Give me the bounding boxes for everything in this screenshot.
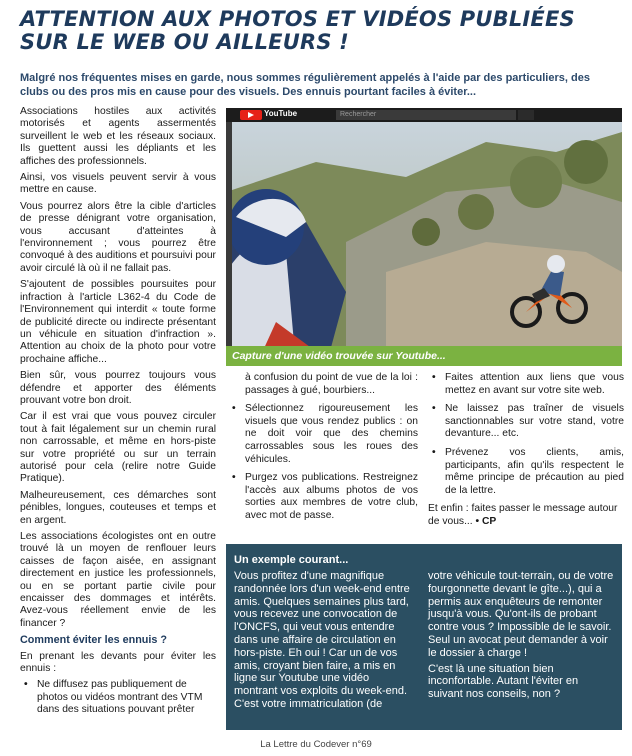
box-title: Un exemple courant... [234, 554, 349, 566]
advice-list [428, 372, 624, 497]
box-left-column [234, 570, 414, 714]
paragraph: Les associations écologistes ont en outre trouvé là un moyen de renflouer leurs caisses de façon aisée, en assignant directement en justice les professionnels, ou en se portant partie civile pour encaisser des dommages et intérêts. Avez-vous réellement envie de les financer ? [20, 531, 216, 629]
article-title: ATTENTION AUX PHOTOS ET VIDÉOS PUBLIÉES SUR LE WEB OU AILLEURS ! [20, 7, 575, 54]
right-column [428, 372, 624, 529]
section-heading: Comment éviter les ennuis ? [20, 634, 167, 647]
paragraph: Malheureusement, ces démarches sont pénibles, longues, couteuses et temps et en argent. [20, 489, 216, 526]
author-signature: • CP [475, 515, 497, 527]
advice-list [20, 679, 216, 716]
youtube-brand: YouTube [264, 109, 298, 118]
paragraph: S'ajoutent de possibles poursuites pour infraction à l'article L362-4 du Code de l'Environnement qui interdit « toute forme de publicité directe ou indirecte présentant un véhicule en situation d'infraction ». Attention au choix de la photo pour votre prochaine affiche... [20, 279, 216, 365]
paragraph: Ainsi, vos visuels peuvent servir à vous mettre en cause. [20, 172, 216, 196]
youtube-header-bar [226, 108, 622, 122]
paragraph: Associations hostiles aux activités motorisés et agents assermentés surveillent le web et les réseaux sociaux. Ils guettent aussi les dépliants et les affiches des professionnels. [20, 106, 216, 167]
box-right-column [428, 570, 614, 704]
search-icon [518, 110, 534, 120]
list-item: • Purgez vos publications. Restreignez l'accès aux albums photos de vos sorties aux membres de votre club, avec mot de passe. [228, 472, 418, 522]
closing-text [428, 503, 624, 528]
motocross-scene [226, 122, 622, 366]
example-box [226, 544, 622, 730]
list-item: • Faites attention aux liens que vous mettez en avant sur votre site web. [428, 372, 624, 397]
box-paragraph: C'est là une situation bien inconfortable. Autant l'éviter en suivant nos conseils, non ? [428, 662, 579, 701]
paragraph: Vous pourrez alors être la cible d'articles de presse dénigrant votre organisation, vous accusant d'atteintes à l'environnement ; vous pourrez être convoqué à des auditions et poursuivi pour avoir circulé là où il ne fallait pas. [20, 200, 216, 274]
search-input: Rechercher [336, 110, 516, 120]
photo-caption: Capture d'une vidéo trouvée sur Youtube... [226, 346, 622, 366]
list-item: • Sélectionnez rigoureusement les visuels que vous rendez publics : on ne doit voir que des chemins carrossables sous les roues des véhicules. [228, 403, 418, 466]
article-lede: Malgré nos fréquentes mises en garde, nous sommes régulièrement appelés à l'aide par des particuliers, des clubs ou des pros mis en cause pour des visuels. Des ennuis pourtant faciles à éviter... [20, 72, 590, 98]
box-paragraph: Vous profitez d'une magnifique randonnée lors d'un week-end entre amis. Quelques semaines plus tard, vous recevez une convocation de l'ONCFS, qui veut vous entendre dans une affaire de circulation en hors-piste. Eh oui ! Car un de vos amis, croyant bien faire, a mis en ligne sur Youtube une vidéo montrant vos exploits du week-end. C'est votre immatriculation (de [234, 570, 410, 710]
box-paragraph: votre véhicule tout-terrain, ou de votre fourgonnette devant le gîte...), qui a permis aux enquêteurs de remonter jusqu'à vous. Qu'ont-ils de probant contre vous ? Impossible de le savoir. Seul un avocat peut demander à voir le dossier à charge ! [428, 570, 614, 659]
paragraph: Bien sûr, vous pourrez toujours vous défendre et apporter des éléments prouvant votre bon droit. [20, 370, 216, 406]
page-footer: La Lettre du Codever n°69 [260, 739, 372, 750]
middle-column [228, 372, 418, 529]
left-column [20, 106, 216, 721]
video-screenshot [226, 108, 622, 366]
paragraph: Car il est vrai que vous pouvez circuler tout à fait légalement sur un chemin rural non carrossable, et même en hors-piste sur votre propriété ou sur un terrain autorisé pour cela (relire notre Guide Pratique). [20, 411, 216, 485]
list-item: • Prévenez vos clients, amis, participants, afin qu'ils respectent le même principe de précaution au pied de la lettre. [428, 447, 624, 497]
continued-text: à confusion du point de vue de la loi : passages à gué, bourbiers... [245, 372, 418, 396]
advice-list [228, 403, 418, 522]
list-item: • Ne diffusez pas publiquement de photos ou vidéos montrant des VTM dans des situations pouvant prêter [20, 679, 216, 716]
list-item: • Ne laissez pas traîner de visuels sanctionnables sur votre stand, votre devanture... etc. [428, 403, 624, 441]
paragraph: En prenant les devants pour éviter les ennuis : [20, 650, 216, 675]
youtube-logo-icon [240, 110, 262, 120]
closing-line: Et enfin : faites passer le message autour de vous... [428, 503, 618, 527]
